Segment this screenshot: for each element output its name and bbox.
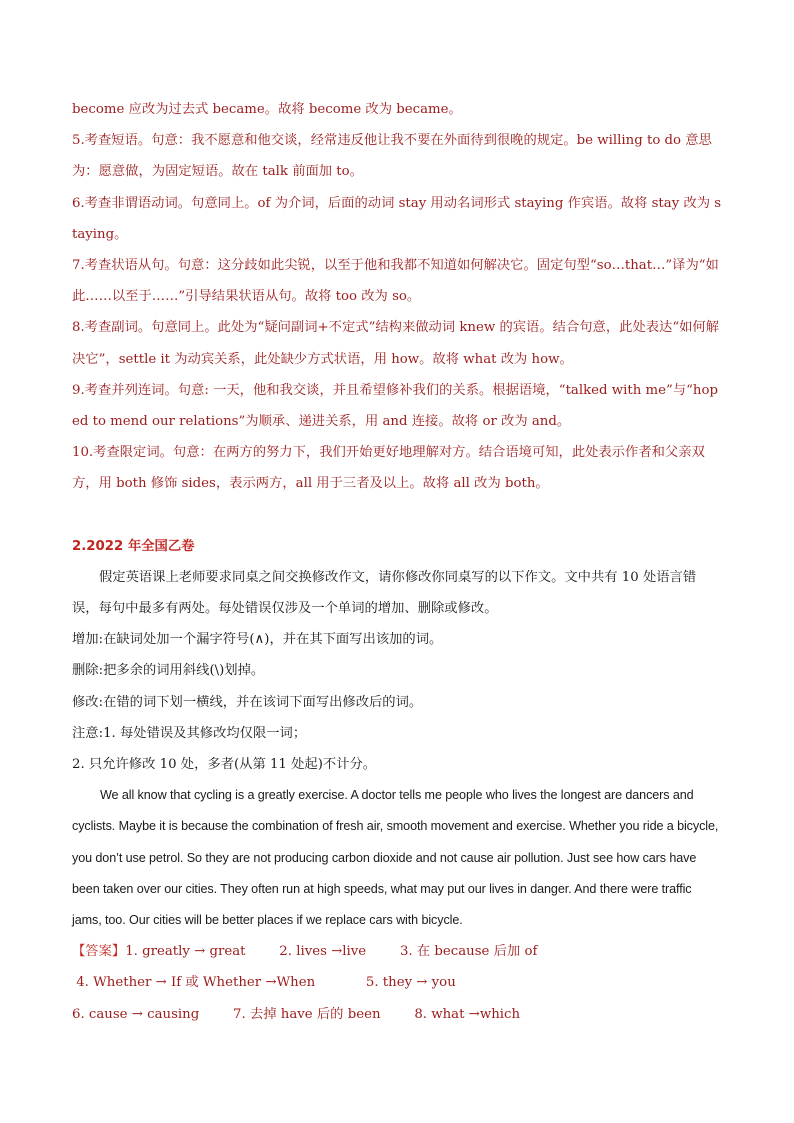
answer-label: 【答案】 [72, 944, 126, 960]
answer-items-1: 1. greatly → great 2. lives →live 3. 在 because 后加 of [125, 944, 538, 960]
explanation-4-tail: become 应改为过去式 became。故将 become 改为 became。 [72, 102, 462, 117]
instruction-delete: 删除:把多余的词用斜线(\)划掉。 [72, 663, 265, 679]
instruction-note-2: 2. 只允许修改 10 处，多者(从第 11 处起)不计分。 [72, 757, 377, 773]
instruction-note-1: 注意:1. 每处错误及其修改均仅限一词； [72, 725, 307, 741]
explanation-6: 6.考查非谓语动词。句意同上。of 为介词，后面的动词 stay 用动名词形式 staying 作宾语。故将 stay 改为 staying。 [72, 195, 722, 242]
answer-line-1 [72, 936, 722, 967]
explanation-10: 10.考查限定词。句意：在两方的努力下，我们开始更好地理解对方。结合语境可知，此处表示作者和父亲双方，用 both 修饰 sides，表示两方，all 用于三者及以上。故将 all 改为 both。 [72, 445, 705, 492]
spacer [72, 500, 722, 531]
answer-line-2: 4. Whether → If 或 Whether →When 5. they → you [72, 975, 456, 991]
essay-passage: We all know that cycling is a greatly exercise. A doctor tells me people who lives the longest are dancers and cyclists. Maybe it is because the combination of fresh air, smooth movement and exercise. Whether you ride a bicycle, you don’t use petrol. So they are not producing carbon dioxide and not cause air pollution. Just see how cars have been taken over our cities. They often run at high speeds, what may put our lives in danger. And there were traffic jams, too. Our cities will be better places if we replace cars with bicycle. [72, 788, 719, 928]
explanation-5: 5.考查短语。句意：我不愿意和他交谈，经常违反他让我不要在外面待到很晚的规定。be willing to do 意思为：愿意做，为固定短语。故在 talk 前面加 to。 [72, 133, 712, 180]
document-page [72, 94, 722, 1030]
section-title: 2.2022 年全国乙卷 [72, 538, 195, 554]
explanation-7: 7.考查状语从句。句意：这分歧如此尖锐，以至于他和我都不知道如何解决它。固定句型“so…that…”译为“如此……以至于……”引导结果状语从句。故将 too 改为 so。 [72, 258, 719, 305]
explanation-9: 9.考查并列连词。句意: 一天，他和我交谈，并且希望修补我们的关系。根据语境，“talked with me”与“hoped to mend our relations”为顺承、递进关系，用 and 连接。故将 or 改为 and。 [72, 382, 718, 430]
instruction-intro: 假定英语课上老师要求同桌之间交换修改作文，请你修改你同桌写的以下作文。文中共有 10 处语言错误，每句中最多有两处。每处错误仅涉及一个单词的增加、删除或修改。 [72, 569, 697, 617]
explanation-8: 8.考查副词。句意同上。此处为“疑问副词+不定式”结构来做动词 knew 的宾语。结合句意，此处表达“如何解决它”，settle it 为动宾关系，此处缺少方式状语，用 how。故将 what 改为 how。 [72, 320, 720, 367]
answer-line-3: 6. cause → causing 7. 去掉 have 后的 been 8. what →which [72, 1006, 521, 1022]
instruction-modify: 修改:在错的词下划一横线，并在该词下面写出修改后的词。 [72, 694, 423, 710]
instruction-add: 增加:在缺词处加一个漏字符号(∧)，并在其下面写出该加的词。 [72, 632, 443, 648]
